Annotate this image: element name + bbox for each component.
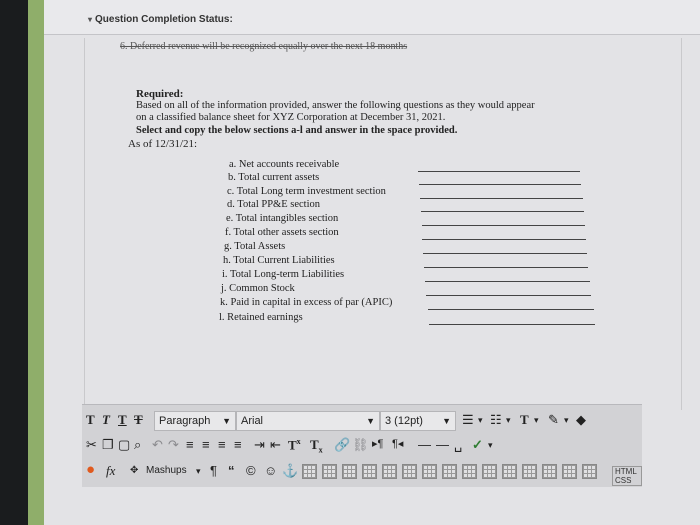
- answer-line-b[interactable]: [419, 184, 581, 185]
- font-family-value: Arial: [241, 415, 264, 427]
- answer-line-d[interactable]: [421, 211, 584, 212]
- chevron-down-icon[interactable]: ▾: [196, 466, 201, 476]
- question-e: e. Total intangibles section: [226, 213, 339, 224]
- toolbar-row-3: [82, 460, 642, 484]
- chevron-down-icon[interactable]: ▾: [534, 415, 539, 425]
- answer-line-j[interactable]: [426, 295, 591, 296]
- text-color-icon[interactable]: T: [520, 412, 529, 427]
- insert-table-icon[interactable]: [302, 464, 317, 479]
- spellcheck-icon[interactable]: ✓: [472, 437, 483, 452]
- question-g: g. Total Assets: [224, 241, 286, 252]
- status-title[interactable]: [88, 14, 233, 25]
- instruction-line-2: on a classified balance sheet for XYZ Corporation at December 31, 2021.: [136, 112, 446, 123]
- copy-icon[interactable]: ❐: [102, 437, 114, 452]
- question-c: c. Total Long term investment section: [227, 186, 386, 197]
- question-completion-status-bar[interactable]: [44, 0, 700, 35]
- font-size-select[interactable]: [380, 411, 456, 431]
- question-l: l. Retained earnings: [219, 312, 303, 323]
- as-of-date: As of 12/31/21:: [128, 138, 198, 150]
- font-family-select[interactable]: [236, 411, 380, 431]
- question-h: h. Total Current Liabilities: [223, 255, 335, 266]
- show-blocks-icon[interactable]: [582, 464, 597, 479]
- align-right-icon[interactable]: ≡: [218, 437, 226, 452]
- chevron-down-icon: ▼: [222, 416, 231, 426]
- undo-icon[interactable]: ↶: [152, 437, 163, 452]
- chevron-down-icon[interactable]: ▾: [564, 415, 569, 425]
- question-d: d. Total PP&E section: [227, 199, 320, 210]
- record-icon[interactable]: ●: [86, 461, 96, 478]
- cut-icon[interactable]: ✂: [86, 437, 97, 452]
- italic-icon[interactable]: T: [102, 412, 110, 427]
- formula-icon[interactable]: fx: [106, 463, 116, 478]
- subscript-icon[interactable]: $T_x$: [310, 437, 323, 455]
- previous-item-text: 6. Deferred revenue will be recognized equally over the next 18 months: [120, 41, 408, 52]
- paragraph-mark-icon[interactable]: ¶: [210, 463, 217, 478]
- table-merge-icon[interactable]: [382, 464, 397, 479]
- question-f: f. Total other assets section: [225, 227, 339, 238]
- nonbreaking-space-icon[interactable]: ␣: [454, 437, 463, 452]
- instruction-line-3: Select and copy the below sections a-l and answer in the space provided.: [136, 125, 458, 136]
- chevron-down-icon[interactable]: ▾: [88, 15, 93, 24]
- table-cell-icon[interactable]: [362, 464, 377, 479]
- link-icon[interactable]: 🔗: [334, 437, 351, 452]
- chevron-down-icon[interactable]: ▾: [488, 440, 493, 450]
- bullet-list-icon[interactable]: ☰: [462, 412, 474, 427]
- superscript-icon[interactable]: $T^x$: [288, 437, 301, 453]
- html-css-button[interactable]: HTML CSS: [612, 466, 642, 486]
- chevron-down-icon[interactable]: ▾: [506, 415, 511, 425]
- paragraph-format-value: Paragraph: [159, 415, 211, 427]
- find-icon[interactable]: ⌕: [134, 437, 142, 452]
- answer-line-i[interactable]: [425, 281, 590, 282]
- chevron-down-icon: ▼: [366, 416, 375, 426]
- monitor-screen: [28, 0, 700, 525]
- chevron-down-icon[interactable]: ▾: [478, 415, 483, 425]
- question-i: i. Total Long-term Liabilities: [222, 269, 345, 280]
- status-title-text: Question Completion Status:: [95, 14, 233, 25]
- assignment-page: [44, 0, 700, 525]
- question-k: k. Paid in capital in excess of par (APIC): [220, 297, 393, 308]
- rich-text-editor-toolbar: [82, 404, 642, 487]
- horizontal-line-icon[interactable]: —: [418, 437, 431, 452]
- question-j: j. Common Stock: [221, 283, 295, 294]
- eraser-icon[interactable]: ◆: [576, 412, 586, 427]
- strikethrough-icon[interactable]: T: [134, 412, 143, 427]
- answer-line-k[interactable]: [428, 309, 594, 310]
- answer-line-a[interactable]: [418, 171, 580, 172]
- answer-line-h[interactable]: [424, 267, 588, 268]
- highlight-pen-icon[interactable]: ✎: [548, 412, 559, 427]
- underline-icon[interactable]: T: [118, 412, 127, 427]
- align-center-icon[interactable]: ≡: [202, 437, 210, 452]
- delete-column-icon[interactable]: [562, 464, 577, 479]
- table-row-props-icon[interactable]: [462, 464, 477, 479]
- answer-line-e[interactable]: [422, 225, 585, 226]
- instruction-line-1: Based on all of the information provided, answer the following questions as they would appear: [136, 100, 535, 111]
- paragraph-format-select[interactable]: [154, 411, 236, 431]
- toolbar-row-1: [82, 409, 642, 433]
- paste-icon[interactable]: ▢: [118, 437, 131, 452]
- unlink-icon[interactable]: ⛓: [352, 437, 369, 452]
- outdent-icon[interactable]: ⇤: [270, 437, 281, 452]
- mashups-label[interactable]: Mashups: [146, 465, 187, 476]
- answer-line-l[interactable]: [429, 324, 595, 325]
- delete-row-icon[interactable]: [542, 464, 557, 479]
- answer-line-f[interactable]: [422, 239, 586, 240]
- table-cell-props-icon[interactable]: [482, 464, 497, 479]
- align-justify-icon[interactable]: ≡: [234, 437, 242, 452]
- indent-icon[interactable]: ⇥: [254, 437, 265, 452]
- table-delete-icon[interactable]: [422, 464, 437, 479]
- question-b: b. Total current assets: [228, 172, 320, 183]
- table-split-icon[interactable]: [402, 464, 417, 479]
- bold-icon[interactable]: T: [86, 412, 95, 427]
- insert-column-icon[interactable]: [522, 464, 537, 479]
- rtl-direction-icon[interactable]: ¶◂: [392, 438, 404, 450]
- redo-icon[interactable]: ↷: [168, 437, 179, 452]
- answer-line-c[interactable]: [420, 198, 583, 199]
- copyright-icon[interactable]: ©: [246, 463, 256, 478]
- table-column-icon[interactable]: [342, 464, 357, 479]
- mashups-icon[interactable]: ✥: [130, 465, 139, 476]
- emoticon-icon[interactable]: ☺: [264, 463, 278, 478]
- horizontal-line-icon[interactable]: —: [436, 437, 449, 452]
- answer-line-g[interactable]: [423, 253, 587, 254]
- toolbar-row-2: [82, 434, 642, 458]
- font-size-value: 3 (12pt): [385, 415, 423, 427]
- blockquote-icon[interactable]: “: [228, 463, 235, 478]
- table-properties-icon[interactable]: [442, 464, 457, 479]
- table-row-icon[interactable]: [322, 464, 337, 479]
- required-heading: Required:: [136, 88, 184, 100]
- numbered-list-icon[interactable]: ☷: [490, 412, 502, 427]
- anchor-icon[interactable]: ⚓: [282, 463, 299, 478]
- question-a: a. Net accounts receivable: [229, 159, 340, 170]
- insert-row-icon[interactable]: [502, 464, 517, 479]
- align-left-icon[interactable]: ≡: [186, 437, 194, 452]
- chevron-down-icon: ▼: [442, 416, 451, 426]
- ltr-direction-icon[interactable]: ▸¶: [372, 438, 384, 450]
